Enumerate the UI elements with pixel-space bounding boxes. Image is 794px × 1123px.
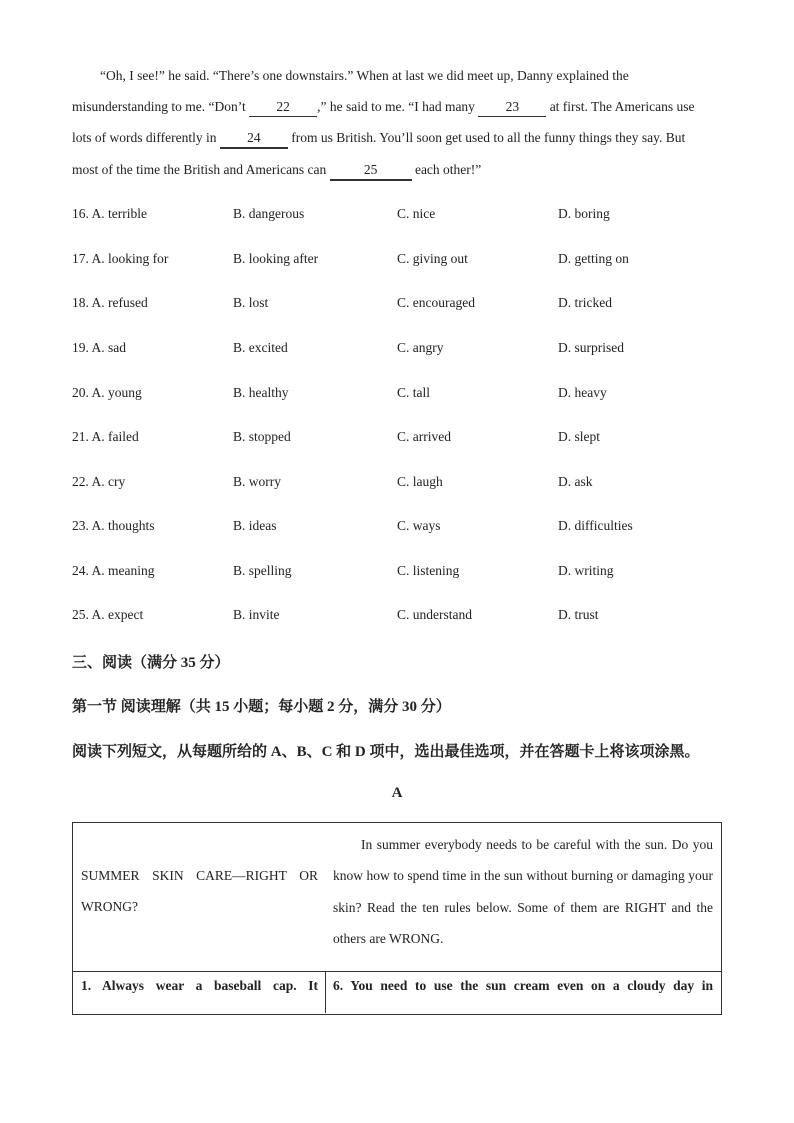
question-21-options [72,429,722,449]
section-subtitle: 第一节 阅读理解（共 15 小题；每小题 2 分，满分 30 分） [72,699,451,715]
question-18-options [72,295,722,315]
question-17-options [72,251,722,271]
question-19-options [72,340,722,360]
option-a: 16. A. terrible [72,206,147,221]
option-c: C. tall [397,385,430,400]
passage-line-2-text-b: ,” he said to me. “I had many [317,99,479,114]
option-c: C. encouraged [397,295,475,310]
blank-25: 25 [330,161,412,181]
passage-line-2-text-a: misunderstanding to me. “Don’t [72,99,250,114]
option-b: B. excited [233,340,288,355]
option-d: D. writing [558,563,614,578]
question-22-options [72,474,722,494]
question-16-options [72,206,722,226]
table-intro-cell: In summer everybody needs to be careful with the sun. Do you know how to spend time in the sun without burning or damaging your skin? Read the ten rules below. Some of them are RIGHT and the others are WRONG. [333,837,713,946]
option-d: D. difficulties [558,518,633,533]
option-c: C. listening [397,563,460,578]
question-20-options [72,385,722,405]
option-a: 17. A. looking for [72,251,169,266]
rule-6-cell: 6. You need to use the sun cream even on a cloudy day in [333,978,713,993]
option-b: B. stopped [233,429,291,444]
passage-line-3 [72,122,720,153]
option-d: D. slept [558,429,600,444]
option-d: D. heavy [558,385,607,400]
option-d: D. trust [558,607,599,622]
section-instruction: 阅读下列短文，从每题所给的 A、B、C 和 D 项中，选出最佳选项，并在答题卡上将该项涂黑。 [72,744,700,760]
option-c: C. understand [397,607,472,622]
passage-line-2 [72,91,720,122]
passage-line-3-text-b: from us British. You’ll soon get used to all the funny things they say. But [287,130,686,145]
option-d: D. surprised [558,340,624,355]
passage-line-1-text: “Oh, I see!” he said. “There’s one downstairs.” When at last we did meet up, Danny explained the [100,68,629,83]
passage-label: A [391,785,403,801]
section-title: 三、阅读（满分 35 分） [72,655,230,671]
option-c: C. angry [397,340,444,355]
option-c: C. arrived [397,429,451,444]
option-c: C. giving out [397,251,468,266]
option-a: 19. A. sad [72,340,126,355]
option-b: B. invite [233,607,280,622]
option-c: C. laugh [397,474,443,489]
option-b: B. looking after [233,251,319,266]
question-24-options [72,563,722,583]
option-b: B. dangerous [233,206,305,221]
option-a: 22. A. cry [72,474,126,489]
option-b: B. worry [233,474,281,489]
skin-care-table [72,822,722,1015]
passage-line-4 [72,154,720,185]
option-a: 18. A. refused [72,295,148,310]
question-23-options [72,518,722,538]
blank-24: 24 [220,129,288,149]
option-d: D. getting on [558,251,629,266]
option-a: 24. A. meaning [72,563,155,578]
option-a: 21. A. failed [72,429,139,444]
option-b: B. healthy [233,385,289,400]
blank-22: 22 [249,98,317,117]
option-b: B. spelling [233,563,292,578]
option-a: 23. A. thoughts [72,518,155,533]
option-a: 25. A. expect [72,607,144,622]
option-d: D. ask [558,474,593,489]
option-a: 20. A. young [72,385,142,400]
question-25-options [72,607,722,627]
option-b: B. lost [233,295,269,310]
option-d: D. boring [558,206,610,221]
passage-line-3-text-a: lots of words differently in [72,130,220,145]
passage-line-4-text-b: each other!” [411,162,482,177]
blank-23: 23 [478,98,546,117]
table-column-divider [325,971,326,1013]
option-c: C. nice [397,206,436,221]
passage-line-4-text-a: most of the time the British and Americans can [72,162,330,177]
table-row-divider [73,971,721,972]
option-c: C. ways [397,518,441,533]
option-d: D. tricked [558,295,612,310]
table-title-cell: SUMMER SKIN CARE—RIGHT OR WRONG? [81,868,318,915]
passage-line-1 [72,60,720,91]
rule-1-cell: 1. Always wear a baseball cap. It [81,978,318,993]
passage-line-2-text-c: at first. The Americans use [546,99,695,114]
option-b: B. ideas [233,518,277,533]
